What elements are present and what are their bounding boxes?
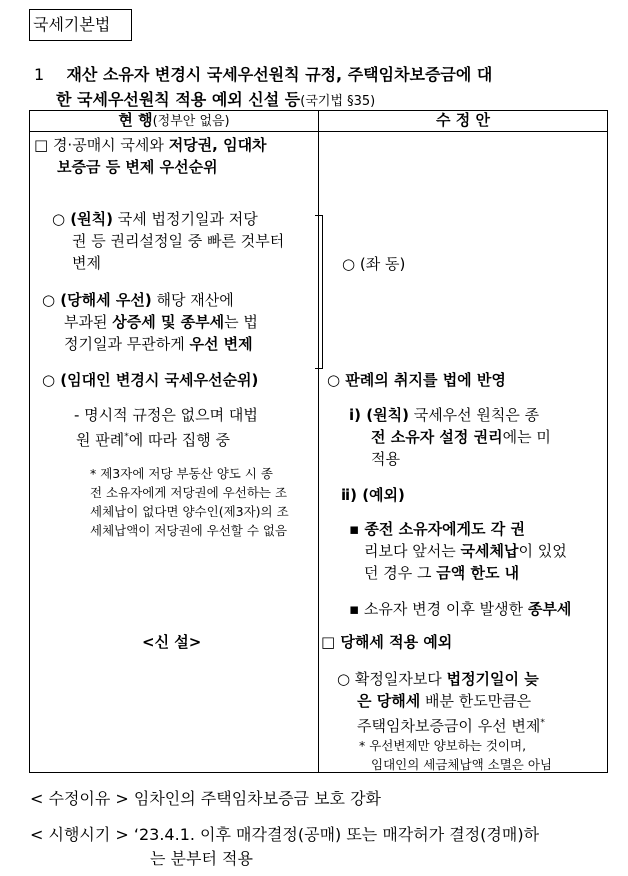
revised-footnote-1: * 우선변제만 양보하는 것이며,	[359, 738, 527, 753]
current-box1-bold: 저당권, 임대차	[168, 136, 267, 154]
current-footnote	[90, 464, 289, 540]
current-local-tax-text2c: 는 법	[224, 313, 258, 331]
current-footnote-3: 세체납이 없다면 양수인(제3자)의 조	[90, 504, 289, 519]
current-principle-text2: 권 등 권리설정일 중 빠른 것부터	[72, 232, 285, 250]
revised-local-tax-exception	[337, 668, 545, 737]
comparison-table	[29, 110, 608, 773]
current-landlord-sub	[74, 404, 258, 451]
document-title: 국세기본법	[29, 9, 132, 41]
current-landlord-sub1: - 명시적 규정은 없으며 대법	[74, 406, 258, 424]
effective-date-label: < 시행시기 >	[30, 825, 129, 844]
current-box1	[34, 134, 267, 178]
effective-date-text1: ‘23.4.1. 이후 매각결정(공매) 또는 매각허가 결정(경매)하	[128, 825, 540, 844]
revised-same-as-left: ○ (좌 동)	[342, 255, 406, 273]
column-header-current	[30, 111, 319, 132]
revised-principle-text1: 국세우선 원칙은 종	[408, 406, 540, 424]
current-header-label: 현 행	[118, 111, 153, 129]
revised-column	[319, 132, 608, 773]
item-heading	[34, 62, 614, 114]
current-local-tax-priority	[42, 289, 258, 355]
revised-precedent: ○ 판례의 취지를 법에 반영	[327, 371, 506, 389]
revised-lt-line1b: 법정기일이 늦	[446, 670, 539, 688]
current-principle-text1: 국세 법정기일과 저당	[113, 210, 258, 228]
item-title-line2: 한 국세우선원칙 적용 예외 신설 등	[56, 90, 301, 109]
revised-footnote	[359, 736, 552, 774]
revision-reason-label: < 수정이유 >	[30, 789, 129, 808]
current-landlord-change: ○ (임대인 변경시 국세우선순위)	[42, 371, 259, 389]
current-landlord-sub2: 원 판례	[76, 431, 125, 449]
item-title-note: (국기법 §35)	[300, 94, 376, 109]
revised-footnote-2: 임대인의 세금체납액 소멸은 아님	[371, 757, 552, 772]
revised-principle-num: ⅰ)	[349, 406, 367, 424]
current-local-tax-text3b: 우선 변제	[189, 335, 253, 353]
current-footnote-1: * 제3자에 저당 부동산 양도 시 종	[90, 466, 273, 481]
current-local-tax-text3a: 정기일과 무관하게	[64, 335, 190, 353]
revision-reason	[30, 787, 381, 811]
revised-principle-text2a: 전 소유자 설정 권리	[371, 428, 503, 446]
revised-exception-label: ⅱ) (예외)	[341, 486, 405, 504]
revised-bullet2-text: ▪ 소유자 변경 이후 발생한	[349, 600, 528, 618]
effective-date-text2: 는 분부터 적용	[150, 849, 253, 868]
revised-bullet1-line3a: 던 경우 그	[364, 564, 437, 582]
current-local-tax-label: ○ (당해세 우선)	[42, 291, 152, 309]
item-number: 1	[34, 65, 45, 84]
revised-principle-text2b: 에는 미	[502, 428, 551, 446]
current-local-tax-text1: 해당 재산에	[151, 291, 234, 309]
revised-lt-line1a: ○ 확정일자보다	[337, 670, 447, 688]
revised-principle-text3: 적용	[371, 450, 400, 468]
revised-lt-line3: 주택임차보증금이 우선 변제	[357, 717, 541, 735]
current-local-tax-text2b: 상증세 및 종부세	[112, 313, 225, 331]
revised-bullet1-line2a: 리보다 앞서는	[364, 542, 461, 560]
new-provision-label: <신 설>	[142, 633, 202, 651]
current-header-note: (정부안 없음)	[152, 114, 230, 129]
effective-date	[30, 823, 620, 871]
revised-principle-label: (원칙)	[366, 406, 409, 424]
revision-reason-text: 임차인의 주택임차보증금 보호 강화	[128, 789, 381, 808]
item-title-line1: 재산 소유자 변경시 국세우선원칙 규정, 주택임차보증금에 대	[66, 65, 493, 84]
revised-bullet1-line2c: 이 있었	[518, 542, 567, 560]
current-box1-text: □ 경·공매시 국세와	[34, 136, 169, 154]
revised-box2: □ 당해세 적용 예외	[321, 633, 453, 651]
current-principle-label: ○ (원칙)	[52, 210, 114, 228]
revised-lt-line2b: 배분 한도만큼은	[420, 692, 532, 710]
revised-exception-bullet1	[349, 518, 567, 584]
revised-bullet1-line3b: 금액 한도 내	[436, 564, 520, 582]
current-box1-line2: 보증금 등 변제 우선순위	[57, 158, 218, 176]
column-header-revised: 수 정 안	[319, 111, 608, 132]
revised-lt-line2a: 은 당해세	[357, 692, 421, 710]
current-local-tax-text2a: 부과된	[64, 313, 113, 331]
revised-bullet1-line1: ▪ 종전 소유자에게도 각 권	[349, 520, 525, 538]
current-footnote-2: 전 소유자에게 저당권에 우선하는 조	[90, 485, 288, 500]
revised-lt-sup: *	[540, 718, 545, 728]
revised-principle	[349, 404, 551, 470]
revised-exception-bullet2	[349, 598, 571, 620]
revised-bullet1-line2b: 국세체납	[460, 542, 519, 560]
current-principle-text3: 변제	[72, 254, 101, 272]
current-landlord-sup: *	[124, 432, 129, 442]
current-footnote-4: 세체납액이 저당권에 우선할 수 없음	[90, 523, 288, 538]
revised-bullet2-bold: 종부세	[527, 600, 572, 618]
current-landlord-sub2-rest: 에 따라 집행 중	[128, 431, 230, 449]
current-column	[30, 132, 319, 773]
current-principle	[52, 208, 284, 274]
